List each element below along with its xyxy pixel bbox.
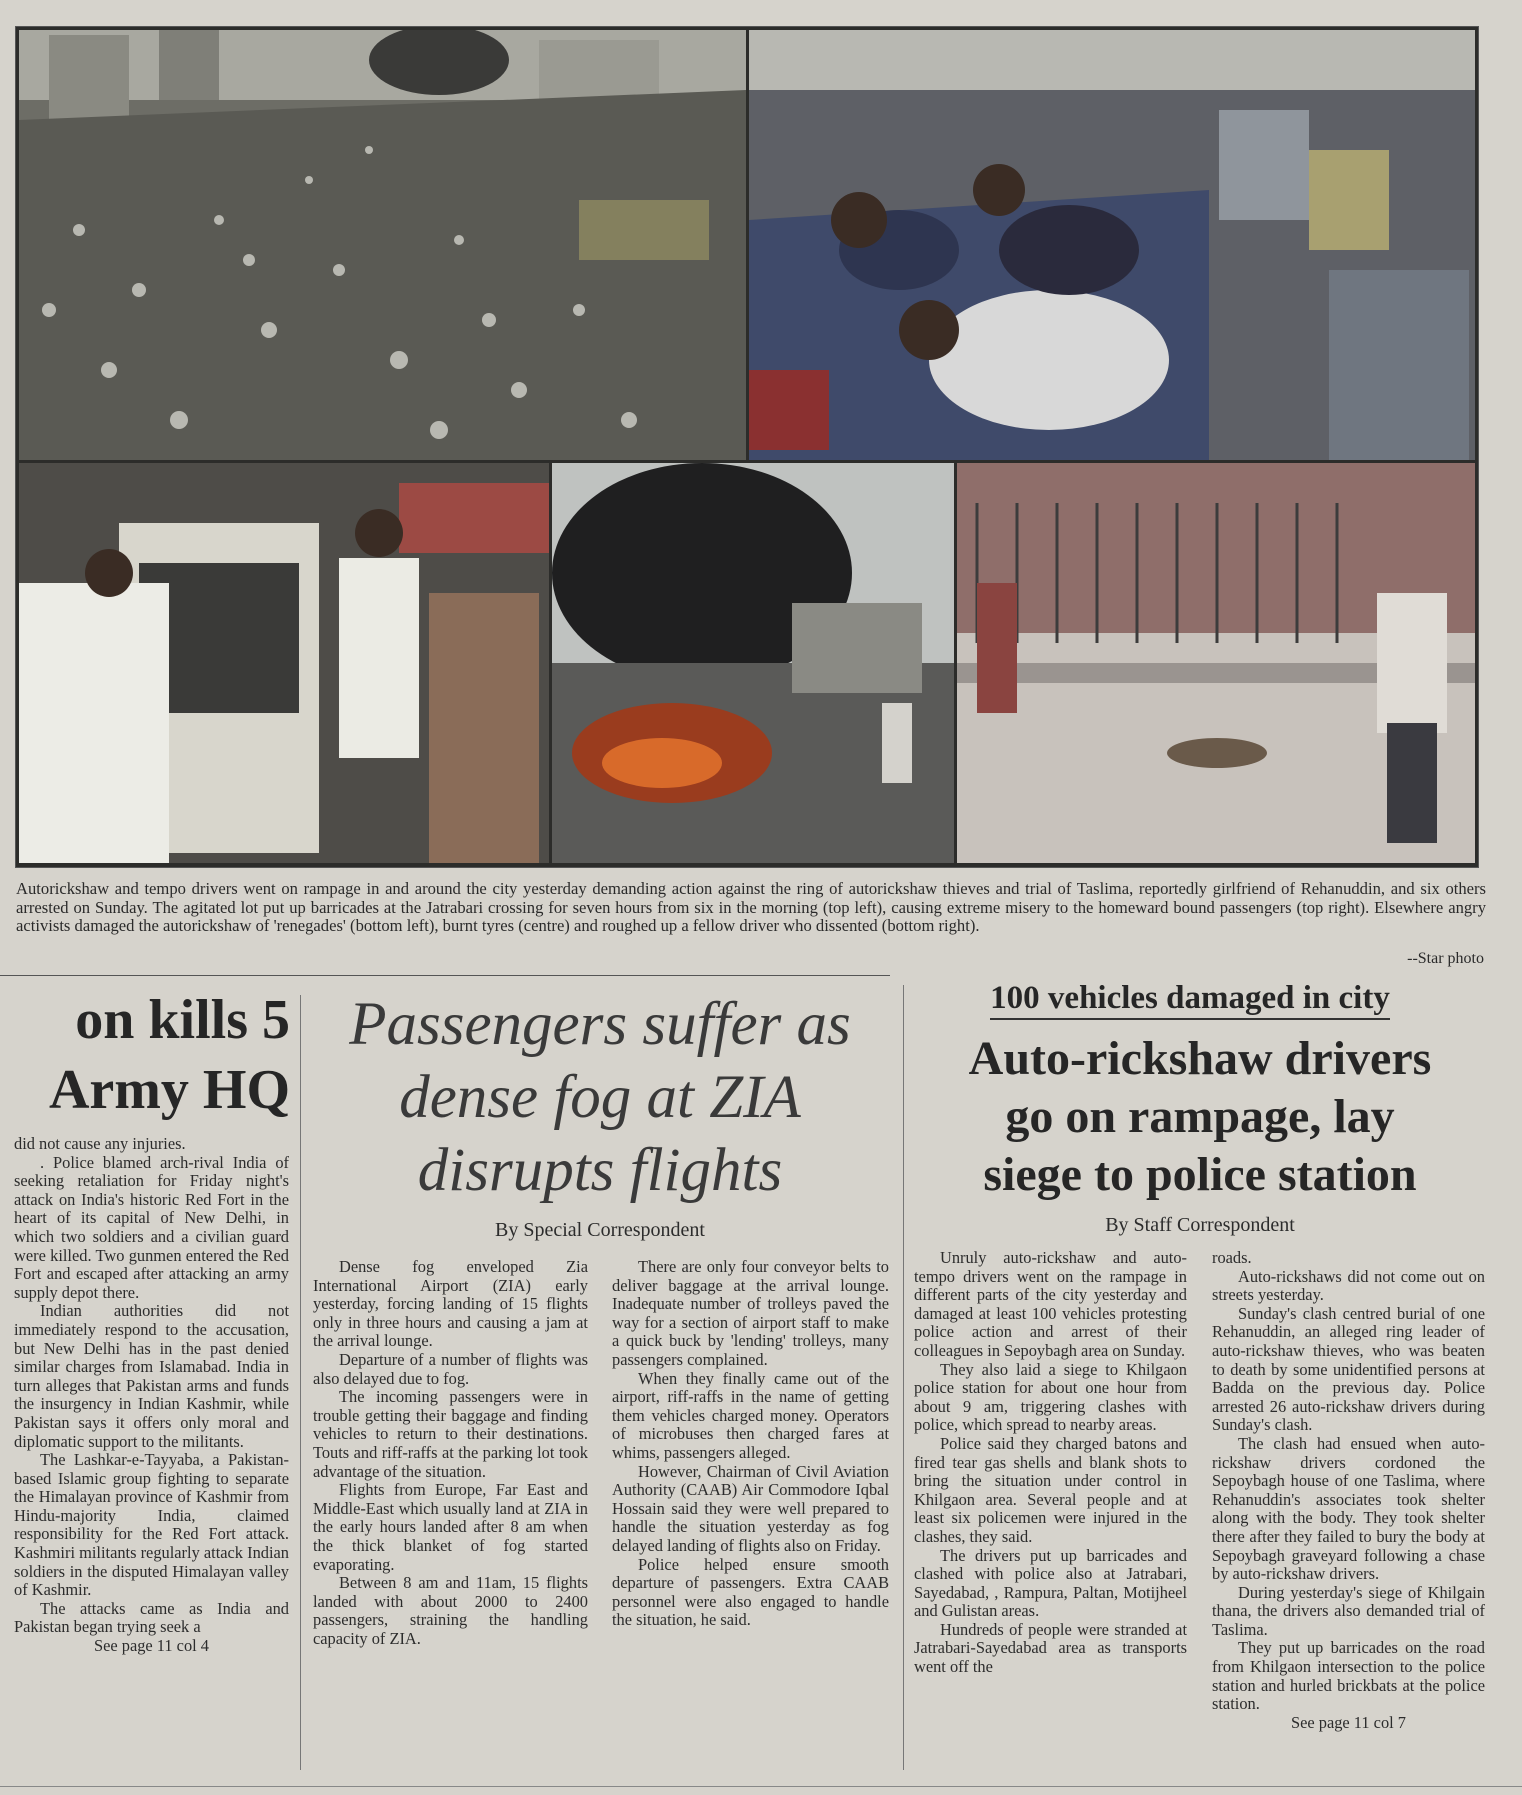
headline-line: Passengers suffer as <box>349 991 851 1058</box>
body-paragraph: Police helped ensure smooth departure of passengers. Extra CAAB personnel were also engaged to handle the situation, he said. <box>612 1554 889 1630</box>
column-rule <box>903 985 904 1770</box>
middle-story-col2 <box>612 1258 889 1630</box>
body-paragraph: roads. <box>1212 1248 1252 1267</box>
photo-burning-tyres <box>552 463 954 863</box>
left-story-body <box>14 1135 289 1656</box>
headline-line: dense fog at ZIA <box>399 1064 801 1131</box>
body-paragraph: Hundreds of people were stranded at Jatrabari-Sayedabad area as transports went off the <box>914 1619 1187 1677</box>
continued-reference: See page 11 col 4 <box>94 1636 209 1656</box>
body-paragraph: Auto-rickshaws did not come out on streets yesterday. <box>1212 1266 1485 1305</box>
headline-line: Army HQ <box>48 1059 290 1121</box>
right-story-headline <box>905 1030 1495 1204</box>
body-paragraph: Between 8 am and 11am, 15 flights landed with about 2000 to 2400 passengers, straining the handling capacity of ZIA. <box>313 1573 588 1648</box>
right-story-col2 <box>1212 1249 1485 1732</box>
page-bottom-rule <box>0 1786 1522 1787</box>
photo-stranded-passengers <box>749 30 1475 460</box>
middle-story-headline <box>300 988 900 1207</box>
headline-line: Auto-rickshaw drivers <box>968 1032 1432 1085</box>
body-paragraph: When they finally came out of the airport, riff-raffs in the name of getting them vehicles charged money. Operators of microbuses then charged fares at whims, passengers alleged. <box>612 1368 889 1462</box>
body-paragraph: The clash had ensued when auto-rickshaw drivers cordoned the Sepoybagh house of one Taslima, where Rehanuddin's associates took shelter along with the body. They took shelter there after they failed to bury the body at Sepoybagh graveyard following a chase by auto-rickshaw drivers. <box>1212 1433 1485 1584</box>
middle-story-col1 <box>313 1258 588 1648</box>
photo-damaged-autorickshaw <box>19 463 549 863</box>
body-paragraph: They put up barricades on the road from Khilgaon intersection to the police station and hurled brickbats at the police station. <box>1212 1638 1485 1714</box>
body-paragraph: Sunday's clash centred burial of one Rehanuddin, an alleged ring leader of auto-rickshaw thieves, who was beaten to death by some unidentified persons at Badda on the previous day. Police arrested 26 auto-rickshaw drivers during Sunday's clash. <box>1212 1303 1485 1435</box>
body-paragraph: . Police blamed arch-rival India of seeking retaliation for Friday night's attack on India's historic Red Fort in the heart of its capital of New Delhi, in which two soldiers and a civilian guard were killed. Two gunmen entered the Red Fort and escaped after attacking an army supply depot there. <box>14 1152 289 1302</box>
body-paragraph: There are only four conveyor belts to deliver baggage at the arrival lounge. Inadequate number of trolleys paved the way for a section of airport staff to make a quick buck by 'lending' trolleys, many passengers complained. <box>612 1257 889 1369</box>
headline-line: siege to police station <box>983 1148 1417 1201</box>
middle-story-byline: By Special Correspondent <box>495 1219 705 1241</box>
body-paragraph: The incoming passengers were in trouble getting their baggage and finding vehicles to return to their destinations. Touts and riff-raffs at the parking lot took advantage of the situation. <box>313 1387 588 1481</box>
left-story-headline <box>0 985 290 1125</box>
body-paragraph: During yesterday's siege of Khilgain thana, the drivers also demanded trial of Taslima. <box>1212 1582 1485 1639</box>
continued-reference: See page 11 col 7 <box>1291 1712 1406 1732</box>
body-paragraph: The Lashkar-e-Tayyaba, a Pakistan-based Islamic group fighting to separate the Himalayan province of Kashmir from Hindu-majority India, claimed responsibility for the Red Fort attack. Kashmiri militants regularly attack Indian soldiers in the disputed Himalayan valley of Kashmir. <box>14 1450 289 1600</box>
headline-line: disrupts flights <box>417 1137 783 1204</box>
right-story-byline: By Staff Correspondent <box>1105 1214 1295 1236</box>
headline-line: go on rampage, lay <box>1005 1090 1395 1143</box>
kicker-text: 100 vehicles damaged in city <box>990 980 1390 1020</box>
body-paragraph: The drivers put up barricades and clashed with police also at Jatrabari, Sayedabad, , Rampura, Paltan, Motijheel and Gulistan areas. <box>914 1545 1187 1621</box>
photo-caption: Autorickshaw and tempo drivers went on rampage in and around the city yesterday demanding action against the ring of autorickshaw thieves and trial of Taslima, reportedly girlfriend of Rehanuddin, and six others arrested on Sunday. The agitated lot put up barricades at the Jatrabari crossing for seven hours from six in the morning (top left), causing extreme misery to the homeward bound passengers (top right). Elsewhere angry activists damaged the autorickshaw of 'renegades' (bottom left), burnt tyres (centre) and roughed up a fellow driver who dissented (bottom right). <box>16 879 1486 936</box>
body-paragraph: They also laid a siege to Khilgaon police station for about one hour from about 9 am, triggering clashes with police, which spread to nearby areas. <box>914 1359 1187 1435</box>
photo-driver-roughed-up <box>957 463 1475 863</box>
body-paragraph: Indian authorities did not immediately respond to the accusation, but New Delhi has in the past denied similar charges from Islamabad. India in turn alleges that Pakistan arms and funds the insurgency in Indian Kashmir, while Pakistan says it offers only moral and diplomatic support to the militants. <box>14 1301 289 1451</box>
body-paragraph: Departure of a number of flights was also delayed due to fog. <box>313 1349 588 1388</box>
body-paragraph: did not cause any injuries. <box>14 1134 186 1153</box>
photo-crowd-jatrabari <box>19 30 746 460</box>
body-paragraph: However, Chairman of Civil Aviation Authority (CAAB) Air Commodore Iqbal Hossain said they were well prepared to handle the situation yesterday as fog delayed landing of flights also on Friday. <box>612 1461 889 1555</box>
photo-collage <box>15 26 1479 868</box>
body-paragraph: Unruly auto-rickshaw and auto-tempo drivers went on the rampage in different parts of the city yesterday and damaged at least 100 vehicles protesting police action and arrest of their colleagues in Sepoybagh area on Sunday. <box>914 1248 1187 1360</box>
headline-line: on kills 5 <box>75 989 290 1051</box>
body-paragraph: The attacks came as India and Pakistan began trying seek a <box>14 1598 289 1637</box>
body-paragraph: Flights from Europe, Far East and Middle-East which usually land at ZIA in the early hours landed after 8 am when the thick blanket of fog started evaporating. <box>313 1480 588 1574</box>
right-story-kicker <box>930 980 1450 1017</box>
right-story-col1 <box>914 1249 1187 1677</box>
body-paragraph: Dense fog enveloped Zia International Airport (ZIA) early yesterday, forcing landing of 15 flights only in three hours and causing a jam at the arrival lounge. <box>313 1257 588 1351</box>
body-paragraph: Police said they charged batons and fired tear gas shells and blank shots to bring the situation under control in Khilgaon area. Several people and at least six policemen were injured in the clashes, they said. <box>914 1433 1187 1546</box>
photo-credit: --Star photo <box>1407 950 1484 967</box>
section-divider <box>0 975 890 976</box>
